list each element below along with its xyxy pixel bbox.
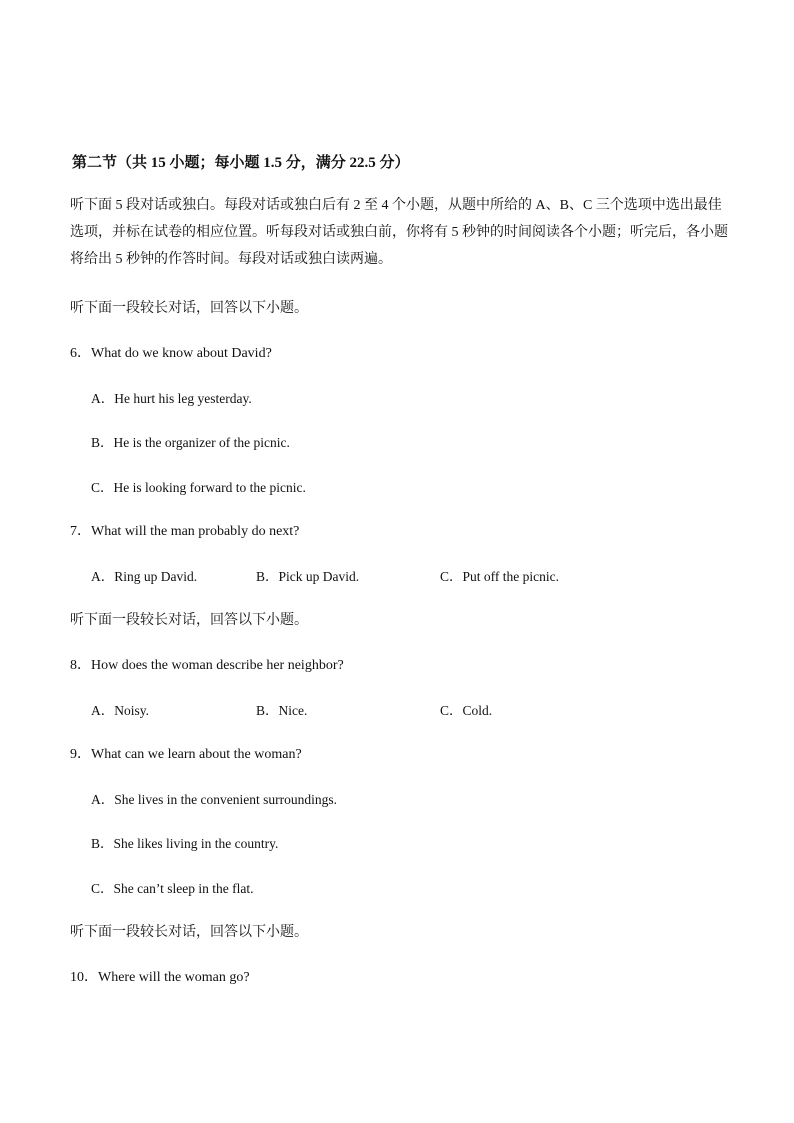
question-9-option-c: C．She can’t sleep in the flat. (91, 881, 254, 896)
dialogue-prompt: 听下面一段较长对话，回答以下小题。 (70, 613, 308, 628)
question-8-stem: 8．How does the woman describe her neighbor? (70, 658, 344, 673)
instructions-paragraph: 听下面 5 段对话或独白。每段对话或独白后有 2 至 4 个小题，从题中所给的 A、B、C 三个选项中选出最佳选项，并标在试卷的相应位置。听每段对话或独白前，你将有 5 秒钟的时间阅读各个小题；听完后，各小题将给出 5 秒钟的作答时间。每段对话或独白读两遍。 (70, 198, 728, 267)
question-7-stem: 7．What will the man probably do next? (70, 524, 300, 539)
question-9-option-a: A．She lives in the convenient surroundings. (91, 792, 337, 807)
section-heading: 第二节（共 15 小题；每小题 1.5 分，满分 22.5 分） (72, 155, 410, 171)
question-8-option-c: C．Cold. (440, 703, 493, 718)
question-10-stem: 10．Where will the woman go? (70, 970, 250, 985)
question-6-stem: 6．What do we know about David? (70, 346, 272, 361)
question-6-option-c: C．He is looking forward to the picnic. (91, 480, 306, 495)
question-6-option-a: A．He hurt his leg yesterday. (91, 391, 252, 406)
question-7-option-c: C．Put off the picnic. (440, 569, 559, 584)
question-9-stem: 9．What can we learn about the woman? (70, 747, 302, 762)
dialogue-prompt: 听下面一段较长对话，回答以下小题。 (70, 925, 308, 940)
question-9-option-b: B．She likes living in the country. (91, 836, 279, 851)
question-8-option-b: B．Nice. (256, 703, 308, 718)
question-8-option-a: A．Noisy. (91, 703, 150, 718)
question-7-option-a: A．Ring up David. (91, 569, 198, 584)
question-7-option-b: B．Pick up David. (256, 569, 360, 584)
question-6-option-b: B．He is the organizer of the picnic. (91, 435, 290, 450)
dialogue-prompt: 听下面一段较长对话，回答以下小题。 (70, 301, 308, 316)
